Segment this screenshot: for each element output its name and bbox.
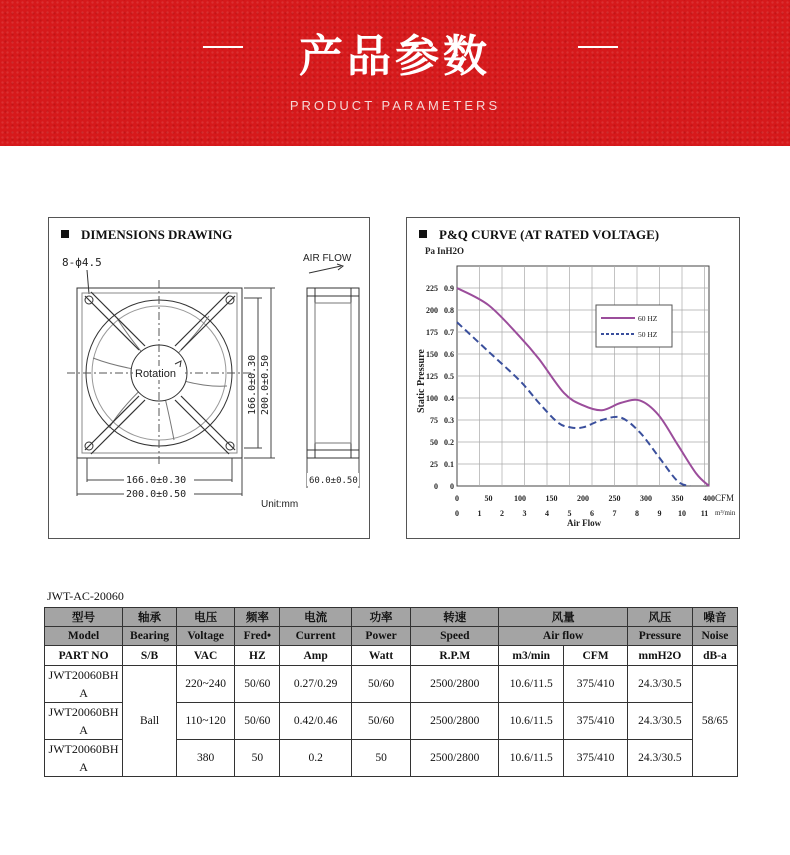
spec-table: [44, 607, 738, 777]
header-speed-en: Speed: [411, 627, 499, 646]
airflow-label: AIR FLOW: [303, 253, 352, 264]
x-tick-cfm: 200: [577, 494, 589, 503]
x-unit-m3: m³/min: [715, 509, 736, 517]
y-tick-inh2o: 0.7: [444, 328, 454, 337]
x-tick-m3: 5: [567, 509, 572, 518]
header-pressure-en: Pressure: [627, 627, 692, 646]
y-tick-inh2o: 0.3: [444, 416, 454, 425]
unit-label: Unit:mm: [261, 499, 299, 510]
unit-cfm: CFM: [564, 646, 628, 666]
cell-m3: 10.6/11.5: [499, 666, 564, 703]
header-power-cn: 功率: [351, 608, 410, 627]
cell-current: 0.2: [280, 740, 352, 777]
header-pressure-cn: 风压: [627, 608, 692, 627]
y-tick-pa: 225: [426, 284, 438, 293]
header-noise-en: Noise: [692, 627, 737, 646]
banner-right-rule: [578, 46, 618, 48]
hole-label: 8-ф4.5: [62, 256, 102, 269]
unit-power: Watt: [351, 646, 410, 666]
model-code: JWT-AC-20060: [47, 589, 124, 603]
header-row-en: [45, 627, 738, 646]
header-model-cn: 型号: [45, 608, 123, 627]
y-tick-pa: 50: [430, 438, 438, 447]
dimensions-title: DIMENSIONS DRAWING: [61, 227, 232, 243]
x-tick-m3: 4: [545, 509, 549, 518]
y-tick-pa: 25: [430, 460, 438, 469]
cell-m3: 10.6/11.5: [499, 703, 564, 740]
banner-subtitle: PRODUCT PARAMETERS: [289, 98, 501, 113]
x-tick-m3: 0: [455, 509, 459, 518]
dim-vertical-inner: 166.0±0.30: [247, 354, 258, 415]
y-tick-pa: 100: [426, 394, 438, 403]
x-tick-cfm: 50: [484, 494, 493, 503]
cell-cfm: 375/410: [564, 740, 628, 777]
pq-chart: [407, 218, 741, 540]
y-tick-inh2o: 0.5: [444, 372, 454, 381]
unit-m3: m3/min: [499, 646, 564, 666]
chart-title: P&Q CURVE (AT RATED VOLTAGE): [419, 227, 659, 243]
header-power-en: Power: [351, 627, 410, 646]
x-tick-m3: 2: [500, 509, 504, 518]
header-bearing-en: Bearing: [123, 627, 177, 646]
x-tick-m3: 1: [477, 509, 482, 518]
y-tick-inh2o: 0.6: [444, 350, 454, 359]
header-airflow-en: Air flow: [499, 627, 628, 646]
cell-pressure: 24.3/30.5: [627, 703, 692, 740]
cell-voltage: 380: [176, 740, 234, 777]
cell-power: 50/60: [351, 666, 410, 703]
x-tick-cfm: 300: [640, 494, 652, 503]
header-current-cn: 电流: [280, 608, 352, 627]
header-model-en: Model: [45, 627, 123, 646]
banner-title: 产品参数: [299, 31, 491, 82]
dim-vertical-outer: 200.0±0.50: [260, 354, 271, 415]
rotation-label: Rotation: [135, 368, 176, 380]
y-tick-pa: 150: [426, 350, 438, 359]
unit-speed: R.P.M: [411, 646, 499, 666]
dim-horizontal-inner: 166.0±0.30: [126, 475, 187, 486]
cell-part-no: JWT20060BH A: [45, 740, 123, 777]
thickness-dim: 60.0±0.50: [309, 476, 358, 486]
cell-bearing: Ball: [123, 666, 177, 777]
y-tick-pa: 75: [430, 416, 438, 425]
x-unit-cfm: CFM: [715, 493, 735, 503]
header-banner: [0, 0, 790, 146]
x-tick-cfm: 100: [514, 494, 526, 503]
unit-bearing: S/B: [123, 646, 177, 666]
chart-grid: [457, 266, 709, 486]
unit-voltage: VAC: [176, 646, 234, 666]
header-current-en: Current: [280, 627, 352, 646]
y-unit-inh2o: InH2O: [437, 246, 465, 256]
header-speed-cn: 转速: [411, 608, 499, 627]
legend-60hz-label: 60 HZ: [638, 314, 658, 323]
cell-freq: 50/60: [235, 666, 280, 703]
x-tick-cfm: 350: [671, 494, 684, 503]
cell-part-no: JWT20060BH A: [45, 703, 123, 740]
y-tick-inh2o: 0.9: [444, 284, 454, 293]
table-row: [45, 666, 738, 703]
cell-pressure: 24.3/30.5: [627, 666, 692, 703]
cell-speed: 2500/2800: [411, 740, 499, 777]
cell-m3: 10.6/11.5: [499, 740, 564, 777]
cell-voltage: 220~240: [176, 666, 234, 703]
cell-pressure: 24.3/30.5: [627, 740, 692, 777]
cell-cfm: 375/410: [564, 703, 628, 740]
x-tick-cfm: 400: [703, 494, 715, 503]
header-row-cn: [45, 608, 738, 627]
x-tick-m3: 9: [657, 509, 662, 518]
units-row: [45, 646, 738, 666]
cell-current: 0.27/0.29: [280, 666, 352, 703]
x-tick-m3: 3: [522, 509, 527, 518]
pq-curve-panel: [406, 217, 740, 539]
y-tick-pa: 0: [434, 482, 438, 491]
cell-noise: 58/65: [692, 666, 737, 777]
header-bearing-cn: 轴承: [123, 608, 177, 627]
cell-current: 0.42/0.46: [280, 703, 352, 740]
x-tick-m3: 7: [612, 509, 617, 518]
cell-freq: 50/60: [235, 703, 280, 740]
y-tick-pa: 175: [426, 328, 438, 337]
unit-freq: HZ: [235, 646, 280, 666]
unit-partno: PART NO: [45, 646, 123, 666]
x-tick-m3: 6: [590, 509, 594, 518]
cell-freq: 50: [235, 740, 280, 777]
cell-cfm: 375/410: [564, 666, 628, 703]
header-freq-en: Fred•: [235, 627, 280, 646]
x-tick-m3: 8: [635, 509, 639, 518]
dimensions-drawing: [49, 218, 371, 540]
dim-horizontal-outer: 200.0±0.50: [126, 489, 187, 500]
unit-noise: dB-a: [692, 646, 737, 666]
y-tick-pa: 200: [426, 306, 438, 315]
header-voltage-en: Voltage: [176, 627, 234, 646]
y-tick-inh2o: 0: [450, 482, 454, 491]
unit-current: Amp: [280, 646, 352, 666]
cell-power: 50: [351, 740, 410, 777]
x-tick-cfm: 0: [455, 494, 459, 503]
cell-speed: 2500/2800: [411, 666, 499, 703]
header-noise-cn: 噪音: [692, 608, 737, 627]
x-axis-label: Air Flow: [567, 518, 602, 528]
legend-50hz-label: 50 HZ: [638, 330, 658, 339]
x-tick-m3: 10: [678, 509, 686, 518]
header-freq-cn: 频率: [235, 608, 280, 627]
header-voltage-cn: 电压: [176, 608, 234, 627]
x-tick-cfm: 150: [545, 494, 558, 503]
cell-voltage: 110~120: [176, 703, 234, 740]
y-tick-inh2o: 0.4: [444, 394, 454, 403]
cell-power: 50/60: [351, 703, 410, 740]
x-tick-m3: 11: [700, 509, 709, 518]
header-airflow-cn: 风量: [499, 608, 628, 627]
y-tick-inh2o: 0.8: [444, 306, 454, 315]
chart-legend: [596, 305, 672, 347]
y-unit-pa: Pa: [425, 246, 435, 256]
cell-part-no: JWT20060BH A: [45, 666, 123, 703]
y-tick-inh2o: 0.1: [444, 460, 454, 469]
x-tick-cfm: 250: [608, 494, 621, 503]
unit-pressure: mmH2O: [627, 646, 692, 666]
dimensions-panel: [48, 217, 370, 539]
y-tick-inh2o: 0.2: [444, 438, 454, 447]
y-axis-label: Static Pressure: [416, 349, 427, 413]
cell-speed: 2500/2800: [411, 703, 499, 740]
y-tick-pa: 125: [426, 372, 438, 381]
